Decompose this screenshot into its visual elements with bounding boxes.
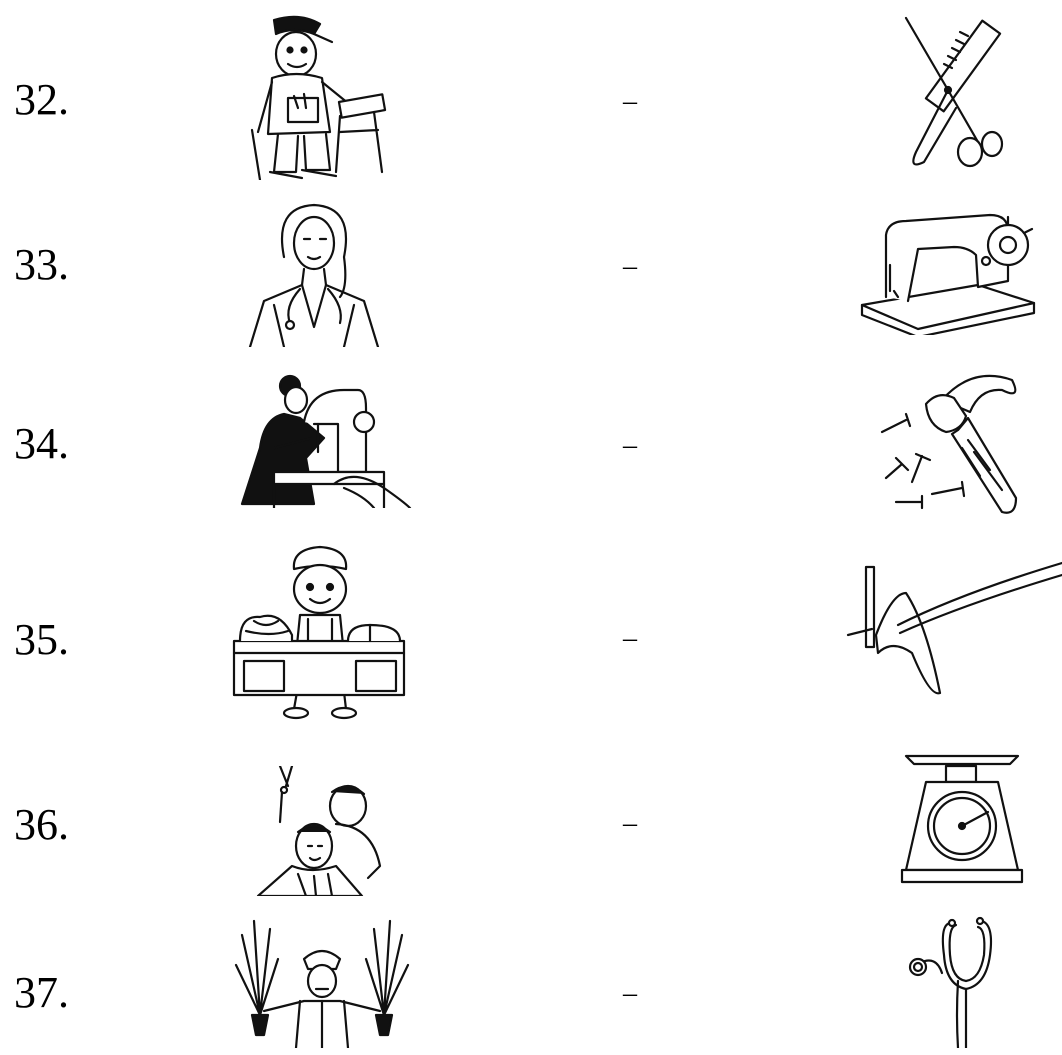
- match-dash: –: [623, 978, 637, 1009]
- kitchen-scale-icon: [898, 746, 1026, 886]
- item-number: 34.: [14, 419, 69, 468]
- hammer-nails-icon: [862, 360, 1022, 520]
- match-dash: –: [623, 86, 637, 117]
- match-row-33: [0, 185, 1062, 355]
- farmer-icon: [234, 915, 410, 1048]
- match-row-36: [0, 710, 1062, 880]
- carpenter-icon: [244, 12, 394, 180]
- baker-icon: [230, 545, 408, 721]
- match-dash: –: [623, 623, 637, 654]
- item-number: 37.: [14, 968, 69, 1017]
- match-row-32: [0, 0, 1062, 170]
- item-number: 35.: [14, 615, 69, 664]
- match-row-35: [0, 535, 1062, 705]
- plough-icon: [842, 553, 1062, 703]
- scissors-comb-icon: [900, 12, 1010, 172]
- item-number: 32.: [14, 75, 69, 124]
- doctor-icon: [244, 197, 384, 347]
- match-dash: –: [623, 430, 637, 461]
- item-number: 36.: [14, 800, 69, 849]
- match-row-37: [0, 885, 1062, 1055]
- sewing-machine-icon: [858, 205, 1038, 335]
- stethoscope-icon: [906, 915, 1006, 1048]
- match-row-34: [0, 360, 1062, 530]
- match-dash: –: [623, 808, 637, 839]
- item-number: 33.: [14, 240, 69, 289]
- barber-icon: [252, 766, 386, 896]
- seamstress-icon: [234, 368, 412, 508]
- match-dash: –: [623, 251, 637, 282]
